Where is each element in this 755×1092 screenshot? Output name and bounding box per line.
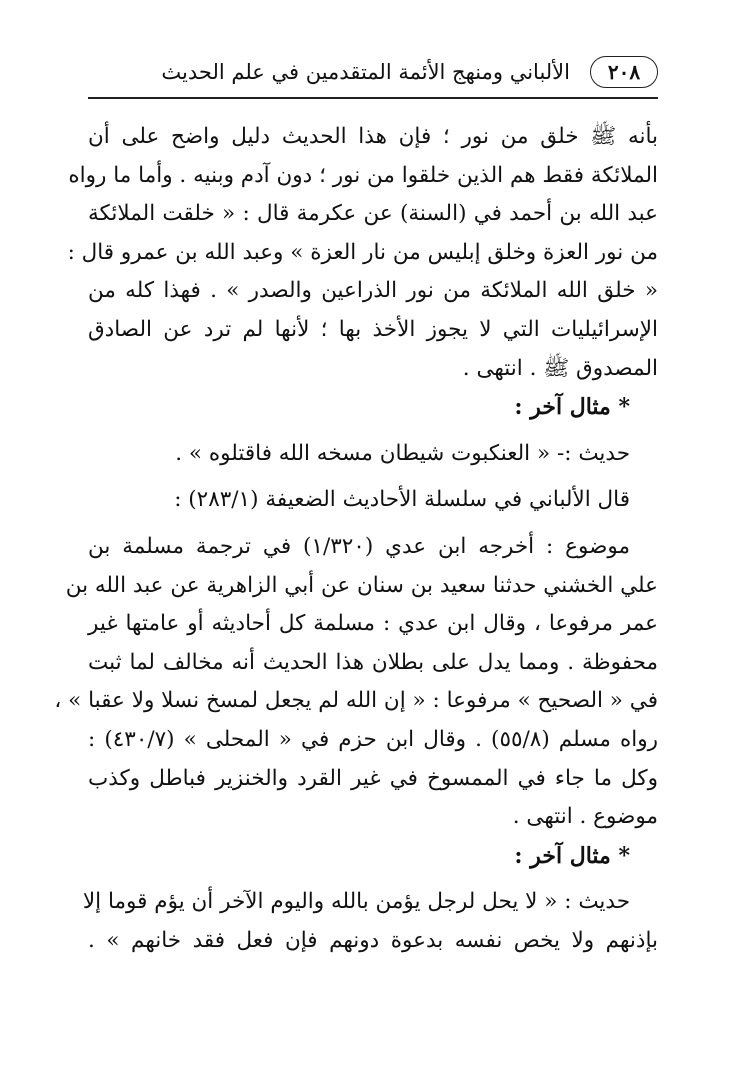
paragraph [67,118,658,388]
text-line: بإذنهم ولا يخص نفسه بدعوة دونهم فإن فعل فقد خانهم » . [88,927,658,953]
text-line: عمر مرفوعا ، وقال ابن عدي : مسلمة كل أحاديثه أو عامتها غير [88,611,658,637]
text-line: وكل ما جاء في الممسوخ في غير القرد والخنزير فباطل وكذب [88,765,658,791]
paragraph [54,528,659,837]
section-heading: * مثال آخر : [514,842,630,869]
page-number: ٢٠٨ [590,56,658,88]
section-heading: * مثال آخر : [514,394,630,421]
text-line: موضوع . انتهى . [512,804,658,830]
text-line: حديث :- « العنكبوت شيطان مسخه الله فاقتلوه » . [175,440,630,466]
paragraph [88,435,658,474]
text-line: بأنه ﷺ خلق من نور ؛ فإن هذا الحديث دليل واضح على أن [88,124,658,149]
text-line: حديث : « لا يحل لرجل يؤمن بالله واليوم الآخر أن يؤم قوما إلا [82,889,630,915]
text-line: عبد الله بن أحمد في (السنة) عن عكرمة قال : « خلقت الملائكة [88,201,658,227]
text-line: قال الألباني في سلسلة الأحاديث الضعيفة (٢٨٣/١) : [174,487,630,513]
page-header [88,50,658,98]
text-line: من نور العزة وخلق إبليس من نار العزة » وعبد الله بن عمرو قال : [67,239,658,265]
text-line: في « الصحيح » مرفوعا : « إن الله لم يجعل لمسخ نسلا ولا عقبا » ، [54,688,658,714]
header-rule [88,97,658,99]
main-text [54,118,659,960]
running-title: الألباني ومنهج الأئمة المتقدمين في علم الحديث [161,60,570,84]
text-line: محفوظة . ومما يدل على بطلان هذا الحديث أنه مخالف لما ثبت [88,649,658,675]
text-line: موضوع : أخرجه ابن عدي (١/٣٢٠) في ترجمة مسلمة بن [88,533,631,559]
paragraph [88,481,658,520]
text-line: « خلق الله الملائكة من نور الذراعين والصدر » . فهذا كله من [88,278,658,304]
text-line: الملائكة فقط هم الذين خلقوا من نور ؛ دون آدم وبنيه . وأما ما رواه [68,162,658,188]
text-line: المصدوق ﷺ . انتهى . [462,355,658,381]
text-line: رواه مسلم (٥٥/٨) . وقال ابن حزم في « المحلى » (٤٣٠/٧) : [88,726,659,752]
paragraph [82,883,658,960]
text-line: الإسرائيليات التي لا يجوز الأخذ بها ؛ لأنها لم ترد عن الصادق [88,316,658,342]
text-line: علي الخشني حدثنا سعيد بن سنان عن أبي الزاهرية عن عبد الله بن [65,572,658,598]
